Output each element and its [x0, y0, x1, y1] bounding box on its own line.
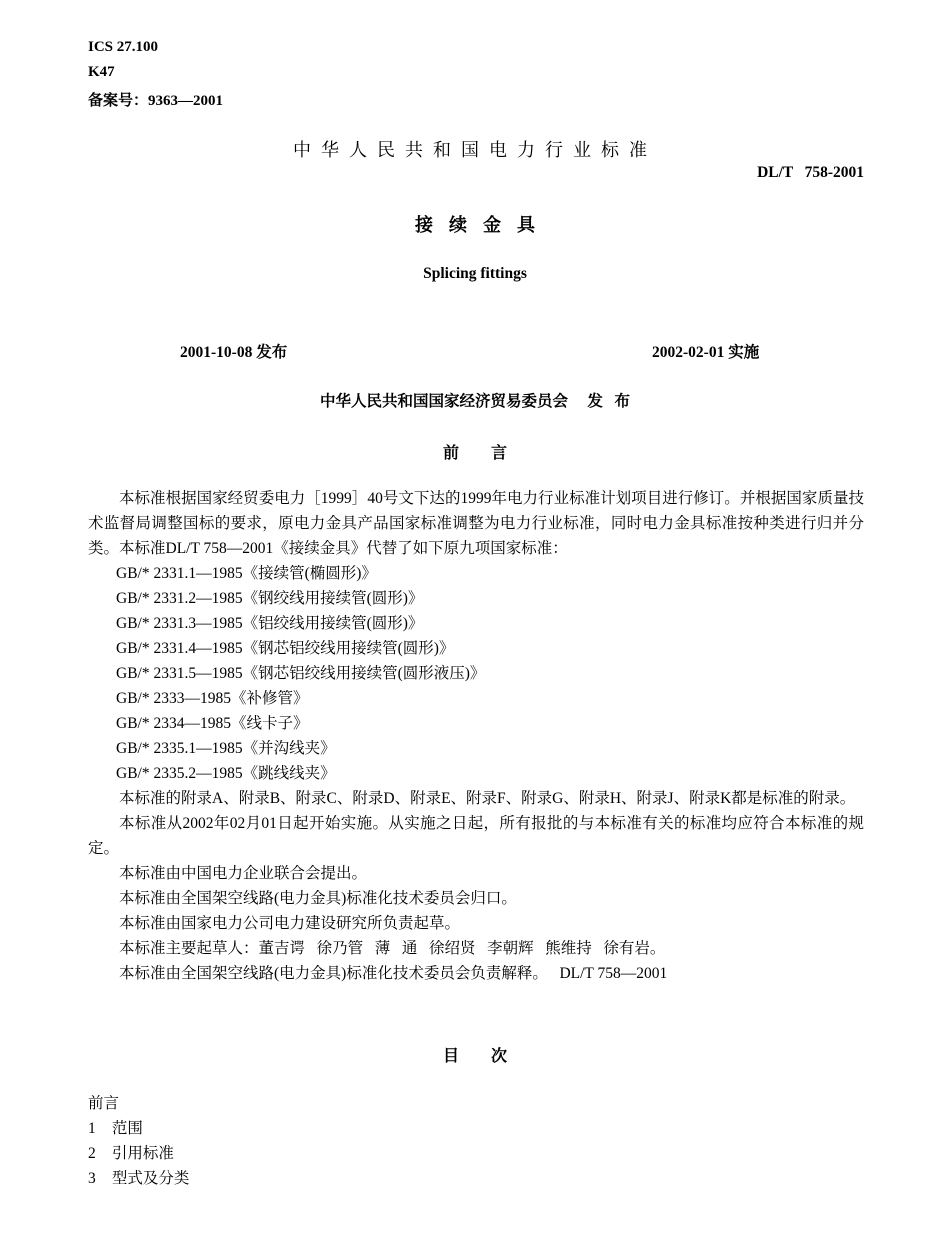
foreword-paragraph: 本标准的附录A、附录B、附录C、附录D、附录E、附录F、附录G、附录H、附录J、附录K都是标准的附录。: [119, 790, 856, 807]
toc-item-label: 前言: [88, 1095, 120, 1112]
replaced-standard: GB/* 2331.2—1985《钢绞线用接续管(圆形)》: [116, 590, 424, 607]
toc-item-number: 2: [88, 1145, 96, 1162]
toc-item[interactable]: [88, 1166, 189, 1191]
toc-item-number: 1: [88, 1120, 96, 1137]
toc-item-label: 引用标准: [111, 1145, 174, 1162]
replaced-standard: GB/* 2335.2—1985《跳线线夹》: [116, 765, 336, 782]
foreword-intro: 本标准根据国家经贸委电力［1999］40号文下达的1999年电力行业标准计划项目进行修订。并根据国家质量技术监督局调整国标的要求，原电力金具产品国家标准调整为电力行业标准，同时电力金具标准按种类进行归并分类。本标准DL/T 758—2001《接续金具》代替了如下原九项国家标准：: [88, 490, 864, 557]
issuer: 中华人民共和国国家经济贸易委员会 发 布: [319, 393, 630, 410]
standard-number: DL/T 758-2001: [757, 164, 864, 181]
issue-date: 2001-10-08 发布: [180, 344, 288, 361]
replaced-standard: GB/* 2331.4—1985《钢芯铝绞线用接续管(圆形)》: [116, 640, 455, 657]
title-cn: 接续金具: [415, 215, 551, 235]
category-code: K47: [88, 64, 115, 80]
foreword-paragraph: 本标准从2002年02月01日起开始实施。从实施之日起，所有报批的与本标准有关的标准均应符合本标准的规定。: [88, 815, 864, 857]
standard-type: 中华人民共和国电力行业标准: [293, 140, 657, 160]
toc-item[interactable]: [88, 1141, 189, 1166]
implement-date: 2002-02-01 实施: [652, 344, 760, 361]
title-en: Splicing fittings: [423, 265, 527, 282]
replaced-standard: GB/* 2334—1985《线卡子》: [116, 715, 309, 732]
toc-heading: 目 次: [442, 1048, 507, 1065]
foreword-paragraph: 本标准由国家电力公司电力建设研究所负责起草。: [119, 915, 461, 932]
toc-item-label: 型式及分类: [111, 1170, 190, 1187]
foreword-paragraph: 本标准由全国架空线路(电力金具)标准化技术委员会负责解释。 DL/T 758—2001: [119, 965, 668, 982]
toc-item[interactable]: [88, 1116, 189, 1141]
replaced-standard: GB/* 2335.1—1985《并沟线夹》: [116, 740, 336, 757]
toc-item-number: 3: [88, 1170, 96, 1187]
foreword-paragraph: 本标准由中国电力企业联合会提出。: [119, 865, 368, 882]
replaced-standard: GB/* 2333—1985《补修管》: [116, 690, 309, 707]
toc-item-label: 范围: [111, 1120, 143, 1137]
foreword-body: [88, 486, 864, 986]
toc-item[interactable]: [88, 1091, 189, 1116]
foreword-paragraph: 本标准主要起草人：董吉谔 徐乃管 薄 通 徐绍贤 李朝辉 熊维持 徐有岩。: [119, 940, 666, 957]
ics-code: ICS 27.100: [88, 39, 159, 55]
replaced-standard: GB/* 2331.1—1985《接续管(椭圆形)》: [116, 565, 377, 582]
foreword-heading: 前 言: [442, 445, 507, 462]
replaced-standard: GB/* 2331.3—1985《铝绞线用接续管(圆形)》: [116, 615, 424, 632]
replaced-standard: GB/* 2331.5—1985《钢芯铝绞线用接续管(圆形液压)》: [116, 665, 486, 682]
foreword-paragraph: 本标准由全国架空线路(电力金具)标准化技术委员会归口。: [119, 890, 517, 907]
toc-list: [88, 1091, 189, 1191]
record-number: 备案号：9363—2001: [88, 93, 224, 109]
